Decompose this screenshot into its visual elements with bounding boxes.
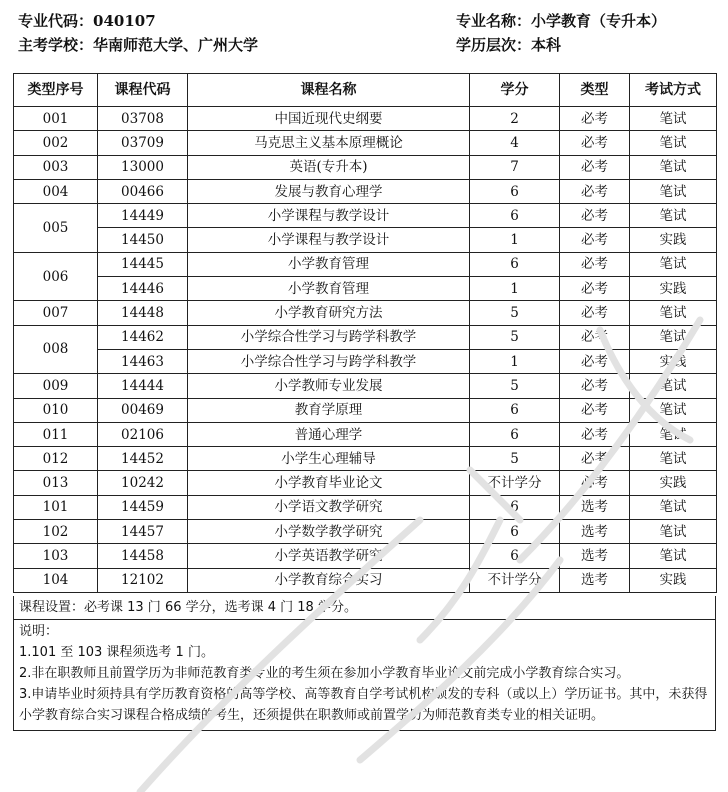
cell-name: 小学教育毕业论文 — [188, 471, 470, 495]
cell-exam: 笔试 — [630, 544, 717, 568]
note-item-2: 2.非在职教师且前置学历为非师范教育类专业的考生须在参加小学教育毕业论文前完成小学教育综合实习。 — [19, 666, 630, 681]
table-row — [14, 495, 717, 519]
course-table — [13, 73, 717, 593]
cell-code: 03708 — [98, 107, 188, 131]
cell-name: 小学综合性学习与跨学科教学 — [188, 325, 470, 349]
header-course-name: 课程名称 — [188, 74, 470, 107]
table-header-row — [14, 74, 717, 107]
cell-code: 14444 — [98, 374, 188, 398]
table-row — [14, 471, 717, 495]
degree-level-value: 本科 — [531, 36, 562, 54]
cell-credit: 6 — [470, 252, 560, 276]
cell-type: 必考 — [560, 107, 630, 131]
cell-group: 009 — [14, 374, 98, 398]
exam-school-value: 华南师范大学、广州大学 — [93, 36, 259, 54]
cell-exam: 笔试 — [630, 204, 717, 228]
cell-type: 必考 — [560, 398, 630, 422]
cell-group: 101 — [14, 495, 98, 519]
header-group-no: 类型序号 — [14, 74, 98, 107]
table-row — [14, 422, 717, 446]
cell-group: 004 — [14, 179, 98, 203]
table-row — [14, 131, 717, 155]
cell-type: 必考 — [560, 325, 630, 349]
cell-code: 14445 — [98, 252, 188, 276]
table-row — [14, 325, 717, 349]
cell-code: 13000 — [98, 155, 188, 179]
cell-credit: 5 — [470, 447, 560, 471]
degree-level-label: 学历层次： — [456, 36, 532, 54]
cell-exam: 笔试 — [630, 107, 717, 131]
major-name-line — [456, 10, 666, 32]
cell-type: 选考 — [560, 568, 630, 592]
cell-name: 小学综合性学习与跨学科教学 — [188, 349, 470, 373]
cell-group: 013 — [14, 471, 98, 495]
cell-code: 14463 — [98, 349, 188, 373]
table-row — [14, 374, 717, 398]
exam-school-label: 主考学校： — [18, 36, 94, 54]
cell-group: 007 — [14, 301, 98, 325]
cell-exam: 笔试 — [630, 301, 717, 325]
cell-exam: 笔试 — [630, 131, 717, 155]
cell-code: 14450 — [98, 228, 188, 252]
cell-group: 006 — [14, 252, 98, 301]
degree-level-line — [456, 34, 561, 56]
cell-type: 选考 — [560, 544, 630, 568]
cell-exam: 笔试 — [630, 325, 717, 349]
cell-code: 00469 — [98, 398, 188, 422]
cell-group: 104 — [14, 568, 98, 592]
cell-exam: 实践 — [630, 277, 717, 301]
cell-code: 14458 — [98, 544, 188, 568]
cell-type: 必考 — [560, 301, 630, 325]
cell-exam: 笔试 — [630, 155, 717, 179]
cell-exam: 笔试 — [630, 179, 717, 203]
cell-credit: 6 — [470, 544, 560, 568]
major-name-label: 专业名称： — [456, 12, 532, 30]
cell-code: 14462 — [98, 325, 188, 349]
cell-type: 必考 — [560, 447, 630, 471]
header-type: 类型 — [560, 74, 630, 107]
notes-title: 说明： — [19, 624, 59, 639]
document-header — [18, 10, 718, 62]
header-course-code: 课程代码 — [98, 74, 188, 107]
cell-exam: 笔试 — [630, 520, 717, 544]
note-item-1: 1.101 至 103 课程须选考 1 门。 — [19, 645, 214, 660]
cell-exam: 实践 — [630, 568, 717, 592]
table-row — [14, 349, 717, 373]
cell-name: 小学数学教学研究 — [188, 520, 470, 544]
cell-group: 010 — [14, 398, 98, 422]
cell-type: 必考 — [560, 471, 630, 495]
cell-credit: 6 — [470, 204, 560, 228]
cell-name: 小学课程与教学设计 — [188, 228, 470, 252]
cell-type: 选考 — [560, 520, 630, 544]
cell-exam: 实践 — [630, 228, 717, 252]
cell-credit: 1 — [470, 228, 560, 252]
cell-code: 00466 — [98, 179, 188, 203]
cell-credit: 5 — [470, 325, 560, 349]
cell-credit: 6 — [470, 179, 560, 203]
cell-code: 14446 — [98, 277, 188, 301]
cell-exam: 笔试 — [630, 495, 717, 519]
cell-code: 10242 — [98, 471, 188, 495]
cell-credit: 不计学分 — [470, 568, 560, 592]
cell-name: 小学教育管理 — [188, 277, 470, 301]
cell-group: 103 — [14, 544, 98, 568]
major-code-label: 专业代码： — [18, 12, 94, 30]
major-name-value: 小学教育（专升本） — [531, 12, 667, 30]
cell-credit: 1 — [470, 349, 560, 373]
cell-credit: 6 — [470, 495, 560, 519]
cell-credit: 不计学分 — [470, 471, 560, 495]
course-setting-summary: 课程设置：必考课 13 门 66 学分，选考课 4 门 18 学分。 — [14, 596, 715, 620]
cell-credit: 5 — [470, 374, 560, 398]
cell-name: 小学课程与教学设计 — [188, 204, 470, 228]
cell-group: 005 — [14, 204, 98, 253]
table-row — [14, 398, 717, 422]
cell-name: 中国近现代史纲要 — [188, 107, 470, 131]
cell-group: 012 — [14, 447, 98, 471]
cell-name: 小学教育研究方法 — [188, 301, 470, 325]
cell-exam: 笔试 — [630, 374, 717, 398]
cell-name: 小学生心理辅导 — [188, 447, 470, 471]
cell-group: 008 — [14, 325, 98, 374]
major-code-line — [18, 10, 156, 32]
table-row — [14, 204, 717, 228]
cell-name: 普通心理学 — [188, 422, 470, 446]
cell-exam: 笔试 — [630, 447, 717, 471]
cell-exam: 笔试 — [630, 398, 717, 422]
cell-group: 001 — [14, 107, 98, 131]
note-item-3: 3.申请毕业时须持具有学历教育资格的高等学校、高等教育自学考试机构颁发的专科（或以上）学历证书。其中，未获得小学教育综合实习课程合格成绩的考生，还须提供在职教师或前置学历为师范教育类专业的相关证明。 — [19, 687, 708, 723]
cell-credit: 5 — [470, 301, 560, 325]
cell-code: 02106 — [98, 422, 188, 446]
notes-description — [14, 620, 715, 730]
table-row — [14, 301, 717, 325]
cell-credit: 2 — [470, 107, 560, 131]
cell-name: 英语(专升本) — [188, 155, 470, 179]
cell-type: 必考 — [560, 228, 630, 252]
cell-credit: 4 — [470, 131, 560, 155]
cell-type: 选考 — [560, 495, 630, 519]
cell-code: 14457 — [98, 520, 188, 544]
cell-type: 必考 — [560, 252, 630, 276]
table-row — [14, 544, 717, 568]
cell-credit: 1 — [470, 277, 560, 301]
cell-name: 小学教育综合实习 — [188, 568, 470, 592]
cell-type: 必考 — [560, 422, 630, 446]
cell-name: 教育学原理 — [188, 398, 470, 422]
cell-name: 小学教师专业发展 — [188, 374, 470, 398]
cell-name: 小学教育管理 — [188, 252, 470, 276]
cell-name: 小学语文教学研究 — [188, 495, 470, 519]
cell-exam: 实践 — [630, 471, 717, 495]
cell-credit: 6 — [470, 520, 560, 544]
cell-code: 03709 — [98, 131, 188, 155]
notes-section — [13, 596, 716, 731]
cell-exam: 笔试 — [630, 422, 717, 446]
cell-credit: 6 — [470, 398, 560, 422]
header-exam-method: 考试方式 — [630, 74, 717, 107]
cell-type: 必考 — [560, 179, 630, 203]
cell-name: 小学英语教学研究 — [188, 544, 470, 568]
table-row — [14, 277, 717, 301]
cell-type: 必考 — [560, 349, 630, 373]
cell-credit: 6 — [470, 422, 560, 446]
table-row — [14, 107, 717, 131]
cell-group: 002 — [14, 131, 98, 155]
cell-credit: 7 — [470, 155, 560, 179]
cell-code: 14448 — [98, 301, 188, 325]
table-row — [14, 155, 717, 179]
cell-type: 必考 — [560, 131, 630, 155]
table-row — [14, 568, 717, 592]
table-row — [14, 252, 717, 276]
cell-group: 003 — [14, 155, 98, 179]
major-code-value: 040107 — [93, 12, 156, 30]
cell-exam: 笔试 — [630, 252, 717, 276]
cell-type: 必考 — [560, 277, 630, 301]
cell-type: 必考 — [560, 374, 630, 398]
cell-type: 必考 — [560, 155, 630, 179]
cell-name: 马克思主义基本原理概论 — [188, 131, 470, 155]
table-row — [14, 179, 717, 203]
table-row — [14, 228, 717, 252]
cell-exam: 实践 — [630, 349, 717, 373]
cell-type: 必考 — [560, 204, 630, 228]
cell-code: 14449 — [98, 204, 188, 228]
cell-name: 发展与教育心理学 — [188, 179, 470, 203]
header-credit: 学分 — [470, 74, 560, 107]
table-row — [14, 447, 717, 471]
cell-code: 14459 — [98, 495, 188, 519]
cell-group: 011 — [14, 422, 98, 446]
table-row — [14, 520, 717, 544]
exam-school-line — [18, 34, 258, 56]
cell-group: 102 — [14, 520, 98, 544]
cell-code: 12102 — [98, 568, 188, 592]
cell-code: 14452 — [98, 447, 188, 471]
